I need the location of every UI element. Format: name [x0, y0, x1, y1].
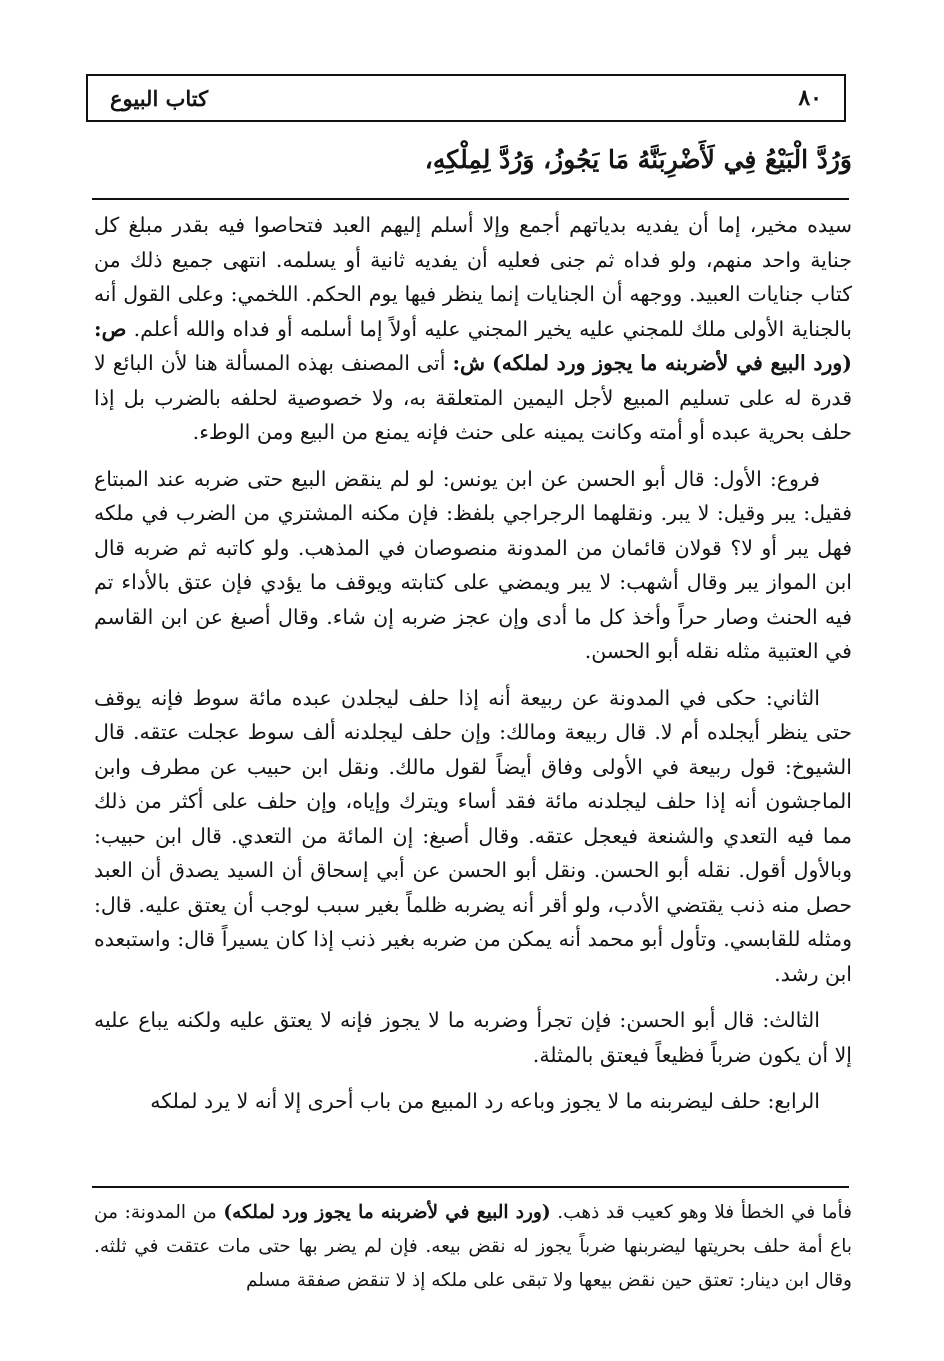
commentary: [94, 208, 852, 1131]
running-header: [86, 74, 846, 122]
shin-label: ش:: [452, 351, 486, 375]
footnote-text-b: من المدونة: من باع أمة حلف بحريتها ليضربنها ضرباً يجوز له نقض بيعه. فإن لم يضر بها حتى مات عتقت في ثلثه. وقال ابن دينار: تعتق حين نقض بيعها ولا تبقى على ملكه إذ لا تنقض صفقة مسلم: [94, 1202, 852, 1291]
commentary-paragraph-2: فروع: الأول: قال أبو الحسن عن ابن يونس: لو لم ينقض البيع حتى ضربه عند المبتاع فقيل: يبر وقيل: لا يبر. ونقلهما الرجراجي بلفظ: فإن مكنه المشتري من الضرب في ملكه فهل يبر أو لا؟ قولان قائمان من المدونة منصوصان في المذهب. ولو كاتبه ثم ضربه قال ابن المواز يبر وقال أشهب: لا يبر ويمضي على كتابته ويوقف ما يؤدي فإن عتق بالأداء تم فيه الحنث وصار حراً وأخذ كل ما أدى وإن عجز ضربه إن شاء. وقال أصبغ عن ابن القاسم في العتبية مثله نقله أبو الحسن.: [94, 466, 852, 663]
matn-text: وَرُدَّ الْبَيْعُ فِي لَأَضْرِبَنَّهُ مَا يَجُوزُ، وَرُدَّ لِمِلْكِهِ،: [424, 145, 852, 174]
sad-label: ص:: [94, 316, 127, 341]
commentary-paragraph-1: [94, 208, 852, 450]
footnote: [94, 1196, 852, 1298]
commentary-p1-text-a: سيده مخير، إما أن يفديه بدياتهم أجمع وإلا أسلم إليهم العبد فتحاصوا فيه بقدر مبلغ كل جناية واحد منهم، ولو فداه ثم جنى فعليه أن يفديه ثانية أو يسلمه. انتهى جميع ذلك من كتاب جنايات العبيد. ووجهه أن الجنايات إنما ينظر فيها يوم الحكم. اللخمي: وعلى القول أنه بالجناية الأولى ملك للمجني عليه يخير المجني عليه أولاً إما أسلمه أو فداه والله أعلم.: [94, 213, 852, 341]
commentary-paragraph-4: الثالث: قال أبو الحسن: فإن تجرأ وضربه ما لا يجوز فإنه لا يعتق عليه ولكنه يباع عليه إلا أن يكون ضرباً فظيعاً فيعتق بالمثلة.: [94, 1008, 852, 1067]
footnote-quote: (ورد البيع في لأضربنه ما يجوز ورد لملكه): [223, 1202, 551, 1223]
footnote-text-a: فأما في الخطأ فلا وهو كعيب قد ذهب.: [557, 1202, 852, 1223]
commentary-p1-text-b: أتى المصنف بهذه المسألة هنا لأن البائع لا قدرة له على تسليم المبيع لأجل اليمين المتعلقة به، ولا خصوصية لحلفه بالضرب بل إذا حلف بحرية عبده أو أمته وكانت يمينه على حنث فإنه يمنع من البيع ومن الوطء.: [94, 351, 852, 444]
matn-quote: (ورد البيع في لأضربنه ما يجوز ورد لملكه): [492, 351, 852, 375]
matn-divider: [92, 198, 849, 200]
commentary-paragraph-3: الثاني: حكى في المدونة عن ربيعة أنه إذا حلف ليجلدن عبده مائة سوط فإنه يوقف حتى ينظر أيجلده أم لا. قال ربيعة ومالك: وإن حلف ليجلدنه ألف سوط عجلت عتقه. قال الشيوخ: قول ربيعة في الأولى وفاق أيضاً لقول مالك. ونقل ابن حبيب عن مطرف وابن الماجشون أنه إذا حلف ليجلدنه مائة فقد أساء ويترك وإياه، وإن حلف على أكثر من ذلك مما فيه التعدي والشنعة فيعجل عتقه. وقال أصبغ: إن المائة من التعدي. قال ابن حبيب: وبالأول أقول. نقله أبو الحسن. ونقل أبو الحسن عن أبي إسحاق أن السيد يصدق أن العبد حصل منه ذنب يقتضي الأدب، ولو أقر أنه يضربه ظلماً بغير سبب لوجب أن يعتق عليه. قال: ومثله للقابسي. وتأول أبو محمد أنه يمكن من ضربه بغير ذنب إذا كان يسيراً قال: واستبعده ابن رشد.: [94, 685, 852, 986]
footnote-divider: [92, 1186, 849, 1188]
page-number: ٨٠: [798, 85, 822, 111]
book-title: كتاب البيوع: [110, 85, 209, 111]
commentary-paragraph-5: الرابع: حلف ليضربنه ما لا يجوز وباعه رد المبيع من باب أحرى إلا أنه لا يرد لملكه: [150, 1089, 820, 1113]
